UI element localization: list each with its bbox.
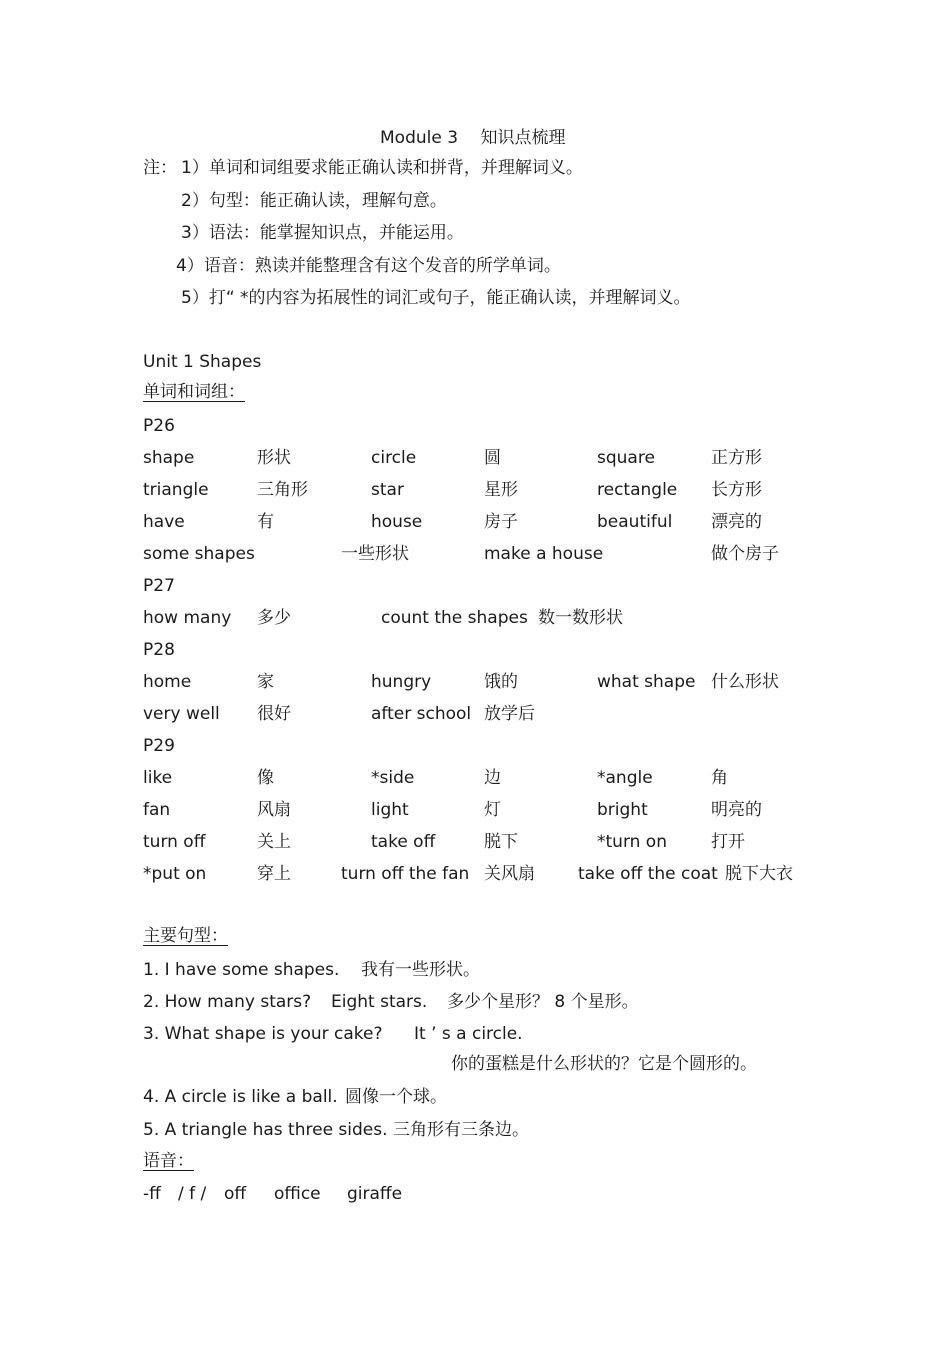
vocab-meaning: 穿上 <box>257 864 291 884</box>
sentence-zh: 多少个星形？ 8 个星形。 <box>447 992 639 1012</box>
sentence-zh: 你的蛋糕是什么形状的？它是个圆形的。 <box>451 1054 757 1074</box>
vocab-word: house <box>371 512 423 532</box>
vocab-word: beautiful <box>597 512 673 532</box>
sentence-en: Eight stars. <box>331 992 428 1012</box>
vocab-phrase: what shape <box>597 672 696 692</box>
vocab-phrase: make a house <box>484 544 604 564</box>
phonics-heading: 语音： <box>143 1151 194 1171</box>
vocab-word: bright <box>597 800 648 820</box>
vocab-word: hungry <box>371 672 432 692</box>
vocab-meaning: 像 <box>257 768 274 788</box>
vocab-meaning: 有 <box>257 512 274 532</box>
sentence-en: 4. A circle is like a ball. <box>143 1087 338 1107</box>
vocab-meaning: 边 <box>484 768 501 788</box>
vocab-word: light <box>371 800 409 820</box>
page-title: Module 3 知识点梳理 <box>380 128 566 148</box>
vocab-meaning: 圆 <box>484 448 501 468</box>
vocab-meaning: 打开 <box>711 832 745 852</box>
phonics-word: office <box>274 1184 321 1204</box>
vocab-phrase: take off the coat <box>578 864 718 884</box>
phonics-word: off <box>224 1184 247 1204</box>
sentences-heading: 主要句型： <box>143 926 228 946</box>
vocab-phrase: turn off the fan <box>341 864 470 884</box>
sentence-en: 1. I have some shapes. <box>143 960 340 980</box>
vocab-meaning: 放学后 <box>484 704 535 724</box>
unit-title: Unit 1 Shapes <box>143 352 262 372</box>
vocab-word: triangle <box>143 480 209 500</box>
vocab-word: rectangle <box>597 480 678 500</box>
sentence-zh: 圆像一个球。 <box>345 1087 447 1107</box>
notes-lead: 注： <box>143 158 177 178</box>
vocab-phrase: *turn on <box>597 832 667 852</box>
vocab-meaning: 三角形 <box>257 480 308 500</box>
sentence-en: It ’ s a circle. <box>414 1024 523 1044</box>
vocab-meaning: 明亮的 <box>711 800 762 820</box>
vocab-meaning: 正方形 <box>711 448 762 468</box>
vocab-meaning: 一些形状 <box>341 544 409 564</box>
vocab-meaning: 星形 <box>484 480 518 500</box>
vocab-word: have <box>143 512 185 532</box>
note-item: 1）单词和词组要求能正确认读和拼背，并理解词义。 <box>181 158 583 178</box>
vocab-meaning: 关上 <box>257 832 291 852</box>
vocab-word: *angle <box>597 768 653 788</box>
page-ref: P28 <box>143 640 175 660</box>
vocab-phrase: take off <box>371 832 436 852</box>
vocab-meaning: 长方形 <box>711 480 762 500</box>
phonics-pattern: -ff <box>143 1184 161 1204</box>
note-item: 2）句型：能正确认读，理解句意。 <box>181 191 447 211</box>
vocab-word: *side <box>371 768 415 788</box>
vocab-meaning: 脱下 <box>484 832 518 852</box>
vocab-phrase: some shapes <box>143 544 255 564</box>
vocab-heading: 单词和词组： <box>143 382 245 402</box>
page-ref: P27 <box>143 576 175 596</box>
vocab-phrase: *put on <box>143 864 207 884</box>
vocab-meaning: 很好 <box>257 704 291 724</box>
vocab-meaning: 数一数形状 <box>538 608 623 628</box>
vocab-meaning: 关风扇 <box>484 864 535 884</box>
page-ref: P26 <box>143 416 175 436</box>
vocab-phrase: turn off <box>143 832 206 852</box>
sentence-en: 3. What shape is your cake? <box>143 1024 383 1044</box>
vocab-meaning: 形状 <box>257 448 291 468</box>
phonics-word: giraffe <box>347 1184 403 1204</box>
vocab-meaning: 房子 <box>484 512 518 532</box>
phonics-sound: / f / <box>178 1184 207 1204</box>
vocab-meaning: 饿的 <box>484 672 518 692</box>
vocab-meaning: 角 <box>711 768 728 788</box>
vocab-word: circle <box>371 448 417 468</box>
vocab-word: square <box>597 448 655 468</box>
vocab-meaning: 漂亮的 <box>711 512 762 532</box>
sentence-zh: 我有一些形状。 <box>361 960 480 980</box>
vocab-word: fan <box>143 800 171 820</box>
vocab-meaning: 脱下大衣 <box>725 864 793 884</box>
note-item: 3）语法：能掌握知识点，并能运用。 <box>181 223 464 243</box>
vocab-word: home <box>143 672 192 692</box>
note-item: 4）语音：熟读并能整理含有这个发音的所学单词。 <box>176 256 561 276</box>
vocab-phrase: very well <box>143 704 220 724</box>
vocab-phrase: after school <box>371 704 472 724</box>
vocab-word: star <box>371 480 404 500</box>
page-ref: P29 <box>143 736 175 756</box>
sentence-zh: 三角形有三条边。 <box>393 1120 529 1140</box>
note-item: 5）打“ *的内容为拓展性的词汇或句子，能正确认读，并理解词义。 <box>181 288 691 308</box>
sentence-en: 2. How many stars? <box>143 992 312 1012</box>
vocab-word: like <box>143 768 173 788</box>
vocab-meaning: 做个房子 <box>711 544 779 564</box>
vocab-meaning: 家 <box>257 672 274 692</box>
vocab-meaning: 什么形状 <box>711 672 779 692</box>
vocab-word: shape <box>143 448 195 468</box>
vocab-phrase: how many <box>143 608 232 628</box>
vocab-meaning: 风扇 <box>257 800 291 820</box>
sentence-en: 5. A triangle has three sides. <box>143 1120 388 1140</box>
vocab-meaning: 多少 <box>257 608 291 628</box>
vocab-meaning: 灯 <box>484 800 501 820</box>
vocab-phrase: count the shapes <box>381 608 528 628</box>
